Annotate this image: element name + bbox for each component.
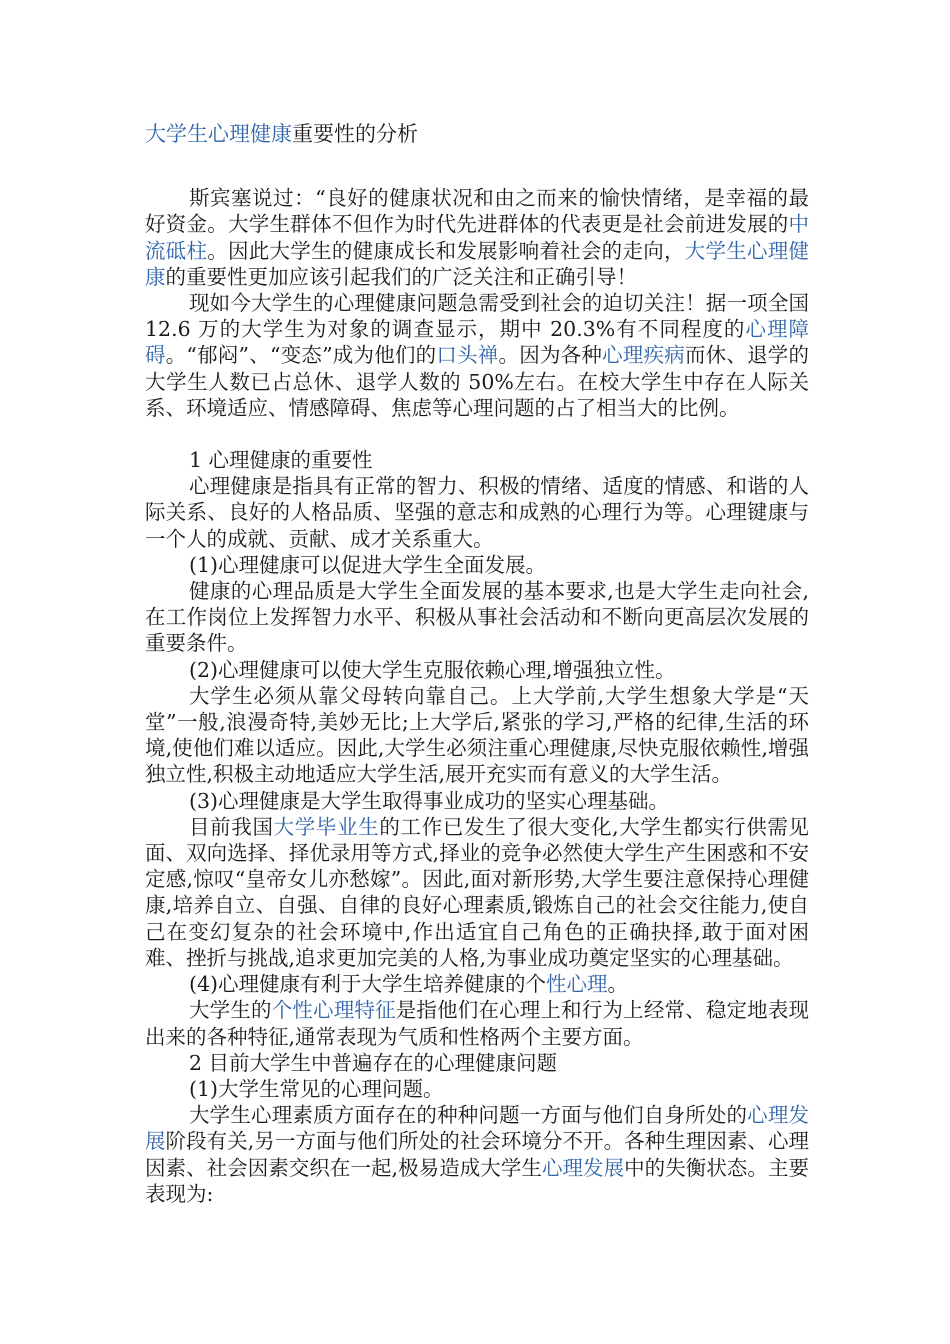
section1-item2-body: 大学生必须从靠父母转向靠自己。上大学前,大学生想象大学是“天堂”一般,浪漫奇特,美妙无比;上大学后,紧张的学习,严格的纪律,生活的环境,使他们难以适应。因此,大学生必须注重心理健康,尽快克服依赖性,增强独立性,积极主动地适应大学生活,展开充实而有意义的大学生活。 bbox=[145, 683, 809, 787]
link-zhongliu-dizhu[interactable]: 中流砥柱 bbox=[145, 212, 809, 263]
section1-item4-heading: (4)心理健康有利于大学生培养健康的个性心理。 bbox=[189, 972, 629, 997]
link-psych-development-2[interactable]: 心理发展 bbox=[541, 1155, 625, 1180]
section1-item3-body: 目前我国大学毕业生的工作已发生了很大变化,大学生都实行供需见面、双向选择、择优录用等方式,择业的竞争必然使大学生产生困惑和不安定感,惊叹“皇帝女儿亦愁嫁”。因此,面对新形势,大学生要注意保持心理健康,培养自立、自强、自律的良好心理素质,锻炼自己的社会交往能力,使自己在变幻复杂的社会环境中,作出适宜自己角色的正确抉择,敢于面对困难、挫折与挑战,追求更加完美的人格,为事业成功奠定坚实的心理基础。 bbox=[145, 814, 810, 970]
section1-definition: 心理健康是指具有正常的智力、积极的情绪、适度的情感、和谐的人际关系、良好的人格品质、坚强的意志和成熟的心理行为等。心理键康与一个人的成就、贡献、成才关系重大。 bbox=[145, 474, 809, 551]
section1-item2-heading: (2)心理健康可以使大学生克服依赖心理,增强独立性。 bbox=[189, 657, 676, 682]
intro-paragraph-2: 现如今大学生的心理健康问题急需受到社会的迫切关注！据一项全国 12.6 万的大学生为对象的调查显示，期中 20.3%有不同程度的心理障碍。“郁闷”、“变态”成为他们的口头禅。因为各种心理疾病而休、退学的大学生人数已占总休、退学人数的 50%左右。在校大学生中存在人际关系、环境适应、情感障碍、焦虑等心理问题的占了相当大的比例。 bbox=[145, 291, 810, 420]
section2-item1-heading: (1)大学生常见的心理问题。 bbox=[189, 1076, 444, 1101]
section1-item1-body: 健康的心理品质是大学生全面发展的基本要求,也是大学生走向社会,在工作岗位上发挥智力水平、积极从事社会活动和不断向更高层次发展的重要条件。 bbox=[145, 579, 809, 656]
link-psych-disorder[interactable]: 心理障碍 bbox=[145, 317, 809, 368]
document-title: 大学生心理健康重要性的分析 bbox=[145, 122, 418, 146]
link-personality-traits[interactable]: 个性心理特征 bbox=[271, 998, 396, 1023]
document-page bbox=[145, 121, 809, 1207]
link-mental-illness[interactable]: 心理疾病 bbox=[602, 343, 685, 368]
title-link[interactable]: 大学生心理健康 bbox=[145, 122, 292, 146]
section1-heading: 1 心理健康的重要性 bbox=[189, 448, 373, 473]
section2-heading: 2 目前大学生中普遍存在的心理健康问题 bbox=[189, 1050, 558, 1075]
link-graduates[interactable]: 大学毕业生 bbox=[273, 814, 380, 839]
link-catchphrase[interactable]: 口头禅 bbox=[436, 343, 499, 368]
link-psych-development-1[interactable]: 心理发展 bbox=[145, 1103, 810, 1154]
section1-item4-body: 大学生的个性心理特征是指他们在心理上和行为上经常、稳定地表现出来的各种特征,通常表现为气质和性格两个主要方面。 bbox=[145, 998, 810, 1049]
section1-item3-heading: (3)心理健康是大学生取得事业成功的坚实心理基础。 bbox=[189, 788, 670, 813]
link-college-mental-health[interactable]: 大学生心理健康 bbox=[145, 238, 810, 289]
intro-paragraph-1: 斯宾塞说过：“良好的健康状况和由之而来的愉快情绪，是幸福的最好资金。大学生群体不但作为时代先进群体的代表更是社会前进发展的中流砥柱。因此大学生的健康成长和发展影响着社会的走向，大学生心理健康的重要性更加应该引起我们的广泛关注和正确引导！ bbox=[145, 186, 810, 289]
section1-item1-heading: (1)心理健康可以促进大学生全面发展。 bbox=[189, 552, 547, 577]
section2-item1-body: 大学生心理素质方面存在的种种问题一方面与他们自身所处的心理发展阶段有关,另一方面与他们所处的社会环境分不开。各种生理因素、心理因素、社会因素交织在一起,极易造成大学生心理发展中的失衡状态。主要表现为: bbox=[145, 1103, 810, 1206]
link-personality-psychology[interactable]: 性心理 bbox=[546, 972, 608, 997]
